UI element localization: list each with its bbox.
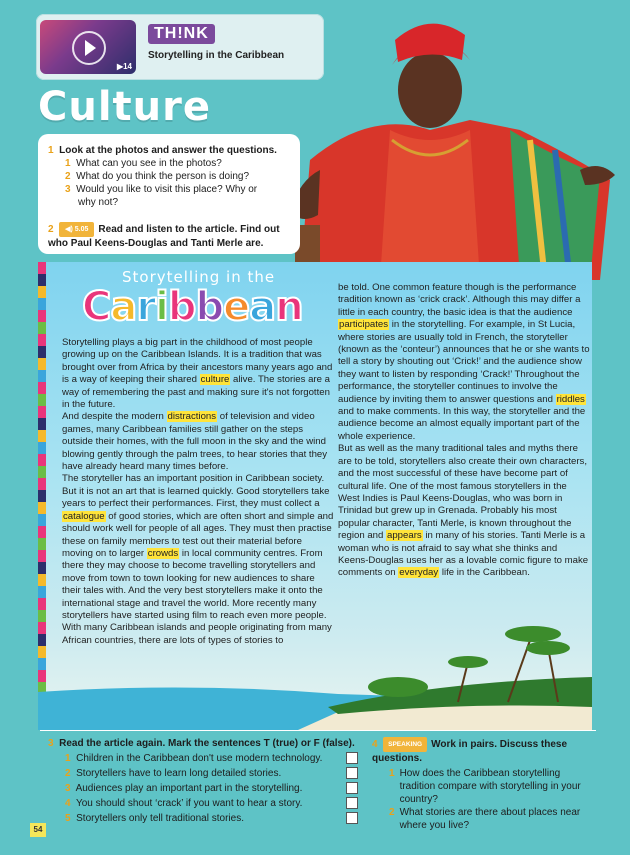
highlighted-word: everyday: [399, 567, 439, 579]
list-item: 2 What do you think the person is doing?: [65, 171, 250, 182]
article-column-1: [62, 337, 334, 647]
list-item: 3 Audiences play an important part in the storytelling.: [65, 782, 358, 797]
video-badge: ▶14: [116, 62, 132, 71]
article-paragraph: The storyteller has an important position in Caribbean society. But it is not an art that is learned quickly. Good storytellers take years to perfect their performances. First, they must collect a catalogue of good stories, which are often short and simple and should work well for people of all ages. They must then practise these on family members to test out their material before moving on to larger crowds in local community centres. From there they may choose to become travelling storytellers and move from town to town looking for new audiences to share their tales with. And the very best storytellers make it onto the international stage and travel the world. More recently many storytellers have started using film to reach even more people.: [62, 473, 334, 621]
title-letter: e: [223, 284, 250, 330]
title-letter: b: [167, 284, 196, 330]
question-2: [38, 222, 300, 250]
article-paragraph: With many Caribbean islands and people originating from many African countries, there are lots of types of stories to: [62, 622, 332, 646]
question-number: 1: [48, 145, 54, 156]
article-paragraph: be told. One common feature though is the performance tradition known as ‘crick crack’. Although this may differ a little in each country, the basic idea is that the audience participates in the storytelling. For example, in St Lucia, where stories are usually told in French, the storyteller (known as the ‘conteur’) announces that he or she wants to tell a story by shouting out ‘Crick!’ and the audience show they want to listen by responding ‘Crack!’ Throughout the performance, the storyteller continues to involve the audience by inviting them to answer questions and riddles and to make comments. In this way, the storyteller and the audience become an almost equally important part of the whole experience.: [338, 282, 590, 442]
question-3-text: Read the article again. Mark the sentences T (true) or F (false).: [59, 738, 355, 749]
question-3: 3 Read the article again. Mark the sentences T (true) or F (false). 1 Children in the Caribbean don't use modern technology. 2 Storytellers have to learn long detailed stories. 3 Audiences play an important part in the storytelling. 4 You should shout ‘crack’ if you want to hear a story. 5 Storytellers only tell traditional stories.: [48, 737, 358, 827]
list-item: 1 How does the Caribbean storytelling tradition compare with storytelling in your country?: [389, 768, 581, 805]
true-false-checkbox[interactable]: [346, 797, 358, 809]
storyteller-photo: [280, 10, 620, 280]
article-title: [82, 284, 303, 330]
article-paragraph: But as well as the many traditional tales and myths there are to be told, storytellers also create their own characters, and the most successful of these have become part of cultural life. One of the most famous storytellers in the West Indies is Paul Keens-Douglas, who was born in Trinidad but grew up in Grenada. Probably his most popular character, Tanti Merle, is known throughout the region and appears in many of his stories. Tanti Merle is a woman who is not afraid to say what she thinks and Keens-Douglas uses her as a lovable comic figure to make comments on everyday life in the Caribbean.: [338, 443, 589, 579]
divider: [40, 730, 596, 731]
section-title: Culture: [38, 84, 211, 130]
think-label: TH!NK: [148, 24, 215, 44]
highlighted-word: appears: [387, 530, 422, 542]
true-false-checkbox[interactable]: [346, 752, 358, 764]
highlighted-word: participates: [339, 319, 389, 331]
article-kicker: Storytelling in the: [122, 268, 276, 286]
question-4: 4 SPEAKING Work in pairs. Discuss these questions. 1 How does the Caribbean storytelling tradition compare with storytelling in your country? 2 What stories are there about places near where you live?: [372, 737, 597, 832]
question-number: 2: [48, 224, 54, 236]
article-paragraph: And despite the modern distractions of television and video games, many Caribbean families still gather on the steps outside their homes, with the full moon in the sky and the wind blowing gently through the palm trees, to hear stories that they have already heard many times before.: [62, 411, 328, 473]
highlighted-word: distractions: [167, 411, 217, 423]
list-item: why not?: [78, 197, 119, 208]
title-letter: a: [249, 284, 276, 330]
title-letter: b: [195, 284, 224, 330]
list-item: 2 What stories are there about places near where you live?: [389, 807, 581, 831]
list-item: 5 Storytellers only tell traditional stories.: [65, 812, 358, 827]
video-thumbnail[interactable]: [40, 20, 136, 74]
speaking-badge: SPEAKING: [383, 737, 427, 752]
page-number: 54: [30, 823, 46, 837]
title-letter: C: [82, 284, 111, 330]
true-false-checkbox[interactable]: [346, 767, 358, 779]
article-column-2: [338, 282, 590, 580]
title-letter: a: [110, 284, 137, 330]
list-item: 2 Storytellers have to learn long detailed stories.: [65, 767, 358, 782]
highlighted-word: riddles: [556, 393, 585, 405]
title-letter: n: [275, 284, 303, 330]
true-false-checkbox[interactable]: [346, 782, 358, 794]
think-subtitle: Storytelling in the Caribbean: [148, 50, 285, 61]
list-item: 4 You should shout ‘crack’ if you want to hear a story.: [65, 797, 358, 812]
highlighted-word: catalogue: [63, 510, 105, 522]
title-letter: i: [155, 284, 168, 330]
true-false-checkbox[interactable]: [346, 812, 358, 824]
question-4-text: Work in pairs. Discuss these questions.: [372, 739, 568, 764]
audio-track-button[interactable]: ◀) 5.05: [59, 222, 94, 237]
article-paragraph: Storytelling plays a big part in the childhood of most people growing up on the Caribbean Islands. It is a tradition that was brought over from Africa by their ancestors many years ago and is a way of keeping their shared culture alive. The stories are a way of remembering the past and making sure it's not forgotten in the future.: [62, 337, 333, 411]
list-item: 1 What can you see in the photos?: [65, 158, 222, 169]
question-1-text: Look at the photos and answer the questions.: [59, 145, 277, 156]
article-panel: [38, 262, 592, 730]
play-icon[interactable]: [72, 31, 106, 65]
highlighted-word: crowds: [147, 547, 179, 559]
title-letter: r: [136, 284, 156, 330]
question-2-text: Read and listen to the article. Find out who Paul Keens-Douglas and Tanti Merle are.: [48, 224, 280, 249]
list-item: 1 Children in the Caribbean don't use modern technology.: [65, 752, 358, 767]
beach-photo: [38, 622, 592, 730]
question-1: [48, 144, 293, 157]
highlighted-word: culture: [200, 374, 230, 386]
list-item: 3 Would you like to visit this place? Why or: [65, 184, 258, 195]
